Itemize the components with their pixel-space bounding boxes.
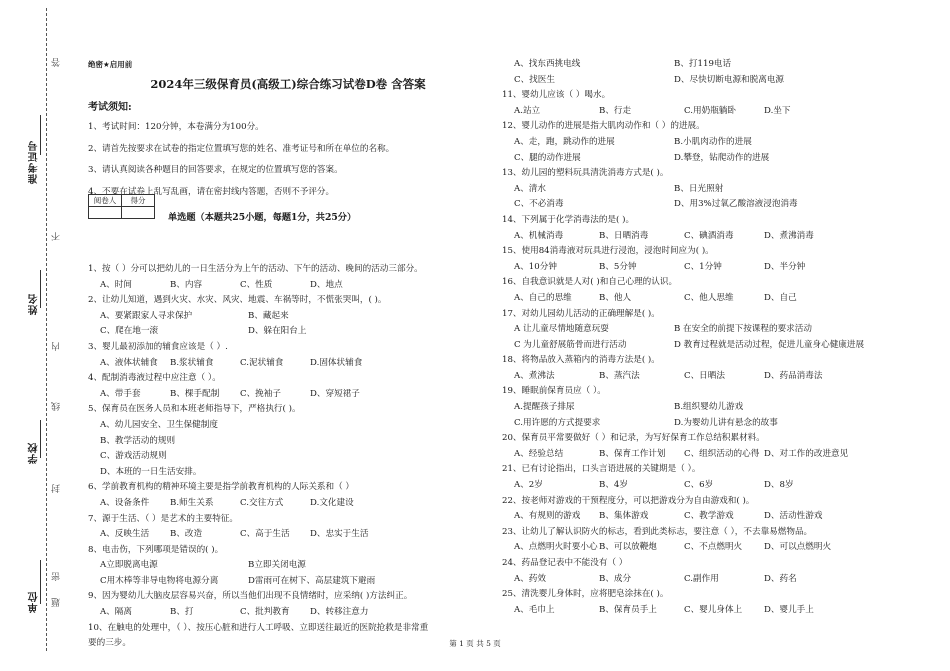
question-text: 24、药品登记表中不能没有（ ） [502, 558, 628, 568]
score-table [88, 194, 155, 219]
answer-option[interactable]: A、自己的思维 [514, 292, 572, 303]
question-text: 18、将物品放入蒸箱内的消毒方法是( )。 [502, 355, 660, 366]
answer-option[interactable]: C.副作用 [684, 573, 719, 584]
question-text: 17、对幼儿园幼儿活动的正确理解是( )。 [502, 308, 660, 319]
question-text: 12、婴儿动作的进展是指大肌肉动作和（ ）的进展。 [502, 121, 705, 132]
seal-dashed-line [46, 8, 47, 651]
answer-option[interactable]: A、10分钟 [514, 261, 557, 272]
answer-option[interactable]: D、忠实于生活 [310, 529, 369, 540]
answer-option[interactable]: D.坐下 [764, 105, 791, 116]
answer-option[interactable]: A、找东西挑电线 [514, 59, 581, 69]
school-label: 学校 [29, 442, 40, 464]
answer-option[interactable]: A 让儿童尽情地随意玩耍 [514, 324, 609, 335]
answer-option[interactable]: C、碘酒消毒 [684, 230, 734, 241]
answer-option[interactable]: B.小肌肉动作的进展 [674, 136, 752, 147]
question-text: 22、按老师对游戏的干预程度分，可以把游戏分为自由游戏和( )。 [502, 495, 755, 506]
answer-option[interactable]: C、他人思维 [684, 292, 734, 303]
answer-option[interactable]: C 为儿童舒展筋骨而进行活动 [514, 339, 627, 350]
answer-option[interactable]: D、药名 [764, 573, 797, 584]
question-text: 16、自我意识就是人对( )和自己心理的认识。 [502, 277, 678, 288]
question-text: 2、让幼儿知道，遇到火灾、水灾、风灾、地震、车祸等时，不慌张哭叫，( )。 [88, 295, 387, 306]
right-question-column [502, 57, 942, 618]
question-text: 要的三步。 [88, 638, 131, 649]
question-text: 25、清洗婴儿身体时，应将肥皂涂抹在( )。 [502, 589, 669, 600]
answer-option[interactable]: B、他人 [599, 292, 632, 303]
answer-option[interactable]: B立即关闭电源 [248, 560, 306, 571]
confidential-mark: 绝密★启用前 [88, 60, 133, 69]
answer-option[interactable]: D.固体状辅食 [310, 357, 363, 368]
name-fill-line [40, 270, 42, 308]
binding-margin [0, 0, 62, 671]
seal-char: 封 [52, 484, 62, 493]
question-text: 15、使用84消毒液对玩具进行浸泡，浸泡时间应为( )。 [502, 246, 714, 257]
answer-option[interactable]: B、行走 [599, 105, 632, 116]
answer-option[interactable]: B、日晒消毒 [599, 230, 649, 241]
question-text: 4、配制消毒液过程中应注意（ ）。 [88, 373, 221, 384]
question-text: 21、已有讨论指出，口头言语进展的关键期是（ ）。 [502, 464, 701, 475]
answer-option[interactable]: D、煮沸消毒 [764, 230, 814, 241]
answer-option[interactable]: A、带手套 [100, 388, 141, 399]
answer-option[interactable]: B.师生关系 [170, 497, 214, 508]
answer-option[interactable]: D.为婴幼儿讲有悬念的故事 [674, 417, 778, 428]
answer-option[interactable]: D、地点 [310, 279, 343, 290]
question-text: 11、婴幼儿应该（ ）喝水。 [502, 90, 611, 101]
answer-option[interactable]: C、批判教育 [240, 607, 290, 618]
answer-option[interactable]: D、尽快切断电源和脱离电源 [674, 74, 785, 85]
answer-option[interactable]: A、煮沸法 [514, 370, 555, 381]
question-text: 7、源于生活、（ ）是艺术的主要特征。 [88, 513, 238, 524]
answer-option[interactable]: B、保育工作计划 [599, 448, 666, 459]
question-text: 13、幼儿园的塑料玩具清洗消毒方式是( )。 [502, 168, 669, 179]
answer-option[interactable]: A、走，跑，跳动作的进展 [514, 136, 615, 147]
answer-option[interactable]: C、1分钟 [684, 261, 722, 272]
score-header: 得分 [122, 195, 155, 207]
question-text: 1、按（ ）分可以把幼儿的一日生活分为上午的活动、下午的活动、晚间的活动三部分。 [88, 264, 423, 274]
answer-option[interactable]: A、要紧跟家人寻求保护 [100, 310, 193, 321]
answer-option[interactable]: D.攀登，钻爬动作的进展 [674, 152, 770, 163]
left-question-column [88, 262, 488, 652]
answer-option[interactable]: A、反映生活 [100, 529, 150, 540]
answer-option[interactable]: A、时间 [100, 279, 132, 290]
answer-option[interactable]: C、性质 [240, 279, 273, 290]
answer-option[interactable]: A、毛巾上 [514, 604, 555, 615]
answer-option[interactable]: B、打119电话 [674, 59, 732, 69]
answer-option[interactable]: A、隔离 [100, 607, 132, 618]
answer-option[interactable]: D、可以点燃明火 [764, 542, 832, 553]
answer-option[interactable]: B、打 [170, 607, 194, 618]
answer-option[interactable]: D、婴儿手上 [764, 604, 814, 615]
answer-option[interactable]: D、躲在阳台上 [248, 326, 307, 337]
seal-char: 内 [52, 342, 62, 351]
question-text: 8、电击伤，下列哪项是错误的( )。 [88, 544, 224, 555]
answer-option[interactable]: B.组织婴幼儿游戏 [674, 402, 744, 413]
notice-item: 4、不要在试卷上乱写乱画，请在密封线内答题，否则不予评分。 [88, 186, 335, 197]
answer-option[interactable]: D、活动性游戏 [764, 511, 823, 522]
answer-option[interactable]: D、转移注意力 [310, 607, 369, 618]
answer-option[interactable]: A、经验总结 [514, 448, 564, 459]
answer-option[interactable]: B、可以放鞭炮 [599, 542, 657, 553]
answer-option[interactable]: C、找医生 [514, 74, 555, 85]
answer-option[interactable]: A.提醒孩子排尿 [514, 402, 575, 413]
answer-option[interactable]: A、点燃明火时要小心 [514, 542, 598, 553]
answer-option[interactable]: B、保育员手上 [599, 604, 657, 615]
answer-option[interactable]: B、集体游戏 [599, 511, 649, 522]
notice-item: 3、请认真阅读各种题目的回答要求，在规定的位置填写您的答案。 [88, 165, 343, 175]
answer-option[interactable]: A、幼儿园安全、卫生保健制度 [100, 419, 218, 430]
answer-option[interactable]: A、液体状辅食 [100, 357, 158, 368]
answer-option[interactable]: A.站立 [514, 105, 541, 116]
seal-char: 线 [52, 402, 62, 411]
name-label: 姓名 [29, 293, 40, 315]
school-fill-line [40, 420, 42, 458]
answer-option[interactable]: B、内容 [170, 279, 203, 290]
answer-option[interactable]: D、穿短裙子 [310, 388, 360, 399]
answer-option[interactable]: A立即脱离电源 [100, 560, 158, 571]
answer-option[interactable]: A、药效 [514, 573, 546, 584]
grader-header: 阅卷人 [89, 195, 122, 207]
answer-option[interactable]: C、不点燃明火 [684, 542, 743, 553]
section-heading: 单选题（本题共25小题，每题1分，共25分） [168, 212, 357, 223]
score-cell[interactable] [122, 207, 155, 219]
seal-char: 不 [52, 232, 62, 241]
answer-option[interactable]: D、半分钟 [764, 261, 806, 272]
answer-option[interactable]: D、药品消毒法 [764, 370, 823, 381]
answer-option[interactable]: B、藏起来 [248, 310, 289, 321]
seal-char: 密 [52, 572, 62, 581]
answer-option[interactable]: C、教学游戏 [684, 511, 734, 522]
question-text: 10、在触电的处理中，（ ）、按压心脏和进行人工呼吸、立即送往最近的医院抢救是非常重 [88, 622, 429, 633]
answer-option[interactable]: A、设备条件 [100, 497, 150, 508]
answer-option[interactable]: B、棵手配制 [170, 388, 220, 399]
answer-option[interactable]: B、教学活动的规则 [100, 435, 176, 446]
answer-option[interactable]: C.交往方式 [240, 497, 284, 508]
question-text: 6、学前教育机构的精神环境主要是指学前教育机构的人际关系和（ ） [88, 482, 355, 493]
notice-item: 2、请首先按要求在试卷的指定位置填写您的姓名、准考证号和所在单位的名称。 [88, 143, 395, 154]
exam-notices [88, 117, 394, 203]
question-text: 9、因为婴幼儿大脑皮层容易兴奋，所以当他们出现不良情绪时，应采纳( )方法纠正。 [88, 591, 413, 602]
question-text: 23、让幼儿了解认识防火的标志，看到此类标志，要注意（ ），不去靠易燃物品。 [502, 526, 813, 537]
answer-option[interactable]: B、蒸汽法 [599, 370, 640, 381]
answer-option[interactable]: C、不必消毒 [514, 199, 564, 210]
seal-char: 题 [52, 598, 62, 607]
answer-option[interactable]: D、8岁 [764, 480, 794, 491]
exam-number-fill-line [40, 115, 42, 155]
answer-option[interactable]: D、自己 [764, 292, 797, 303]
answer-option[interactable]: B、4岁 [599, 480, 628, 491]
seal-char: 答 [52, 58, 62, 67]
unit-fill-line [40, 560, 42, 604]
answer-option[interactable]: D.文化建设 [310, 497, 354, 508]
answer-option[interactable]: C、日晒法 [684, 370, 725, 381]
question-text: 3、婴儿最初添加的辅食应该是（ ）. [88, 341, 228, 352]
answer-option[interactable]: C、腿的动作进展 [514, 152, 581, 163]
answer-option[interactable]: C、爬在地一滚 [100, 326, 159, 337]
grader-cell[interactable] [89, 207, 122, 219]
answer-option[interactable]: B、5分钟 [599, 261, 637, 272]
answer-option[interactable]: C、组织活动的心得 [684, 448, 760, 459]
page-footer: 第 1 页 共 5 页 [449, 639, 501, 648]
answer-option[interactable]: C用木棒等非导电物将电源分离 [100, 575, 219, 586]
question-text: 5、保育员在医务人员和本班老师指导下，严格执行( )。 [88, 404, 301, 415]
answer-option[interactable]: A、清水 [514, 183, 546, 194]
answer-option[interactable]: C.泥状辅食 [240, 357, 284, 368]
answer-option[interactable]: C、挽袖子 [240, 388, 281, 399]
exam-number-label: 准考证号 [29, 140, 40, 184]
answer-option[interactable]: A、机械消毒 [514, 230, 564, 241]
answer-option[interactable]: D 教育过程就是活动过程，促进儿童身心健康进展 [674, 339, 865, 350]
answer-option[interactable]: C、游戏活动规则 [100, 451, 167, 462]
answer-option[interactable]: B 在安全的前提下按课程的要求活动 [674, 324, 812, 335]
notice-item: 1、考试时间：120分钟，本卷满分为100分。 [88, 122, 264, 132]
answer-option[interactable]: B、改造 [170, 529, 203, 540]
answer-option[interactable]: D、用3%过氧乙酸溶液浸泡消毒 [674, 199, 798, 210]
answer-option[interactable]: B、成分 [599, 573, 632, 584]
answer-option[interactable]: D、本班的一日生活安排。 [100, 466, 202, 477]
answer-option[interactable]: C、婴儿身体上 [684, 604, 743, 615]
answer-option[interactable]: C.用奶瓶躺卧 [684, 105, 736, 116]
answer-option[interactable]: A、2岁 [514, 480, 543, 491]
question-text: 14、下列属于化学消毒法的是( )。 [502, 214, 635, 225]
question-text: 19、睡眠前保育员应（ ）。 [502, 386, 606, 397]
answer-option[interactable]: B.浆状辅食 [170, 357, 214, 368]
answer-option[interactable]: D雷雨可在树下、高层建筑下避雨 [248, 575, 376, 586]
notice-heading: 考试须知: [88, 102, 132, 113]
unit-label: 单位 [29, 591, 40, 613]
question-text: 20、保育员平常要做好（ ）和记录，为写好保育工作总结积累材料。 [502, 433, 765, 444]
page-title: 2024年三级保育员(高级工)综合练习试卷D卷 含答案 [150, 77, 426, 91]
answer-option[interactable]: C.用许愿的方式提要求 [514, 417, 601, 428]
answer-option[interactable]: D、对工作的改进意见 [764, 448, 849, 459]
answer-option[interactable]: C、高于生活 [240, 529, 290, 540]
answer-option[interactable]: A、有规则的游戏 [514, 511, 581, 522]
answer-option[interactable]: C、6岁 [684, 480, 714, 491]
answer-option[interactable]: B、日光照射 [674, 183, 724, 194]
